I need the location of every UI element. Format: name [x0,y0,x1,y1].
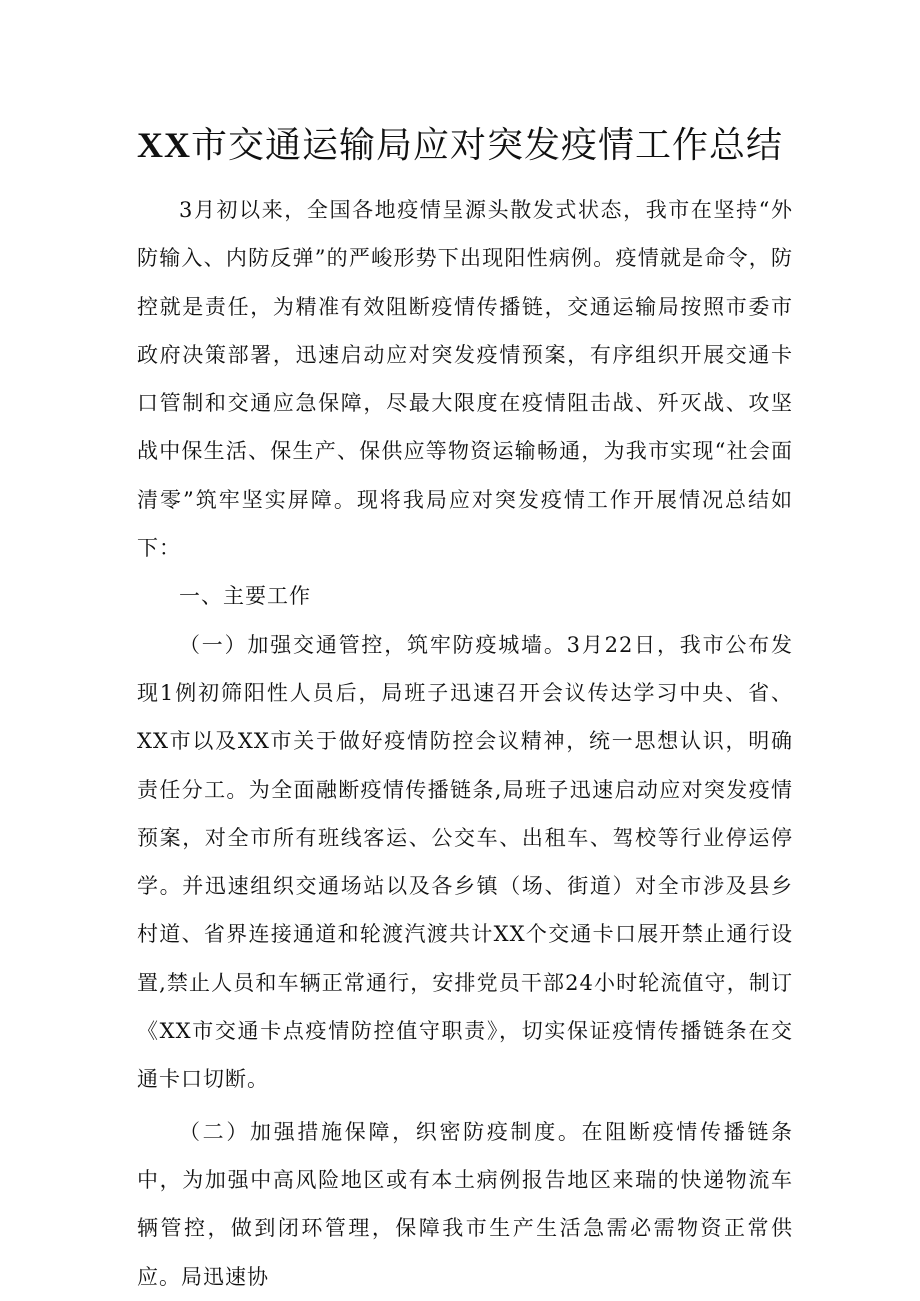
document-title [0,120,920,171]
document-body [137,186,793,1301]
paragraph-measures: （二）加强措施保障，织密防疫制度。在阻断疫情传播链条中，为加强中高风险地区或有本土病例报告地区来瑞的快递物流车辆管控，做到闭环管理，保障我市生产生活急需必需物资正常供应。局迅速协 [137,1119,793,1289]
paragraph-traffic-control: （一）加强交通管控，筑牢防疫城墙。3月22日，我市公布发现1例初筛阳性人员后，局班子迅速召开会议传达学习中央、省、XX市以及XX市关于做好疫情防控会议精神，统一思想认识，明确责任分工。为全面融断疫情传播链条,局班子迅速启动应对突发疫情预案，对全市所有班线客运、公交车、出租车、驾校等行业停运停学。并迅速组织交通场站以及各乡镇（场、街道）对全市涉及县乡村道、省界连接通道和轮渡汽渡共计XX个交通卡口展开禁止通行设置,禁止人员和车辆正常通行，安排党员干部24小时轮流值守，制订《XX市交通卡点疫情防控值守职责》，切实保证疫情传播链条在交通卡口切断。 [137,632,793,1092]
title-prefix: XX [136,125,191,165]
section-heading-main-work: 一、主要工作 [179,584,311,609]
paragraph-intro: 3月初以来，全国各地疫情呈源头散发式状态，我市在坚持“外防输入、内防反弹”的严峻形势下出现阳性病例。疫情就是命令，防控就是责任，为精准有效阻断疫情传播链，交通运输局按照市委市政府决策部署，迅速启动应对突发疫情预案，有序组织开展交通卡口管制和交通应急保障，尽最大限度在疫情阻击战、歼灭战、攻坚战中保生活、保生产、保供应等物资运输畅通，为我市实现“社会面清零”筑牢坚实屏障。现将我局应对突发疫情工作开展情况总结如下： [137,198,793,561]
title-rest: 市交通运输局应对突发疫情工作总结 [190,125,783,166]
